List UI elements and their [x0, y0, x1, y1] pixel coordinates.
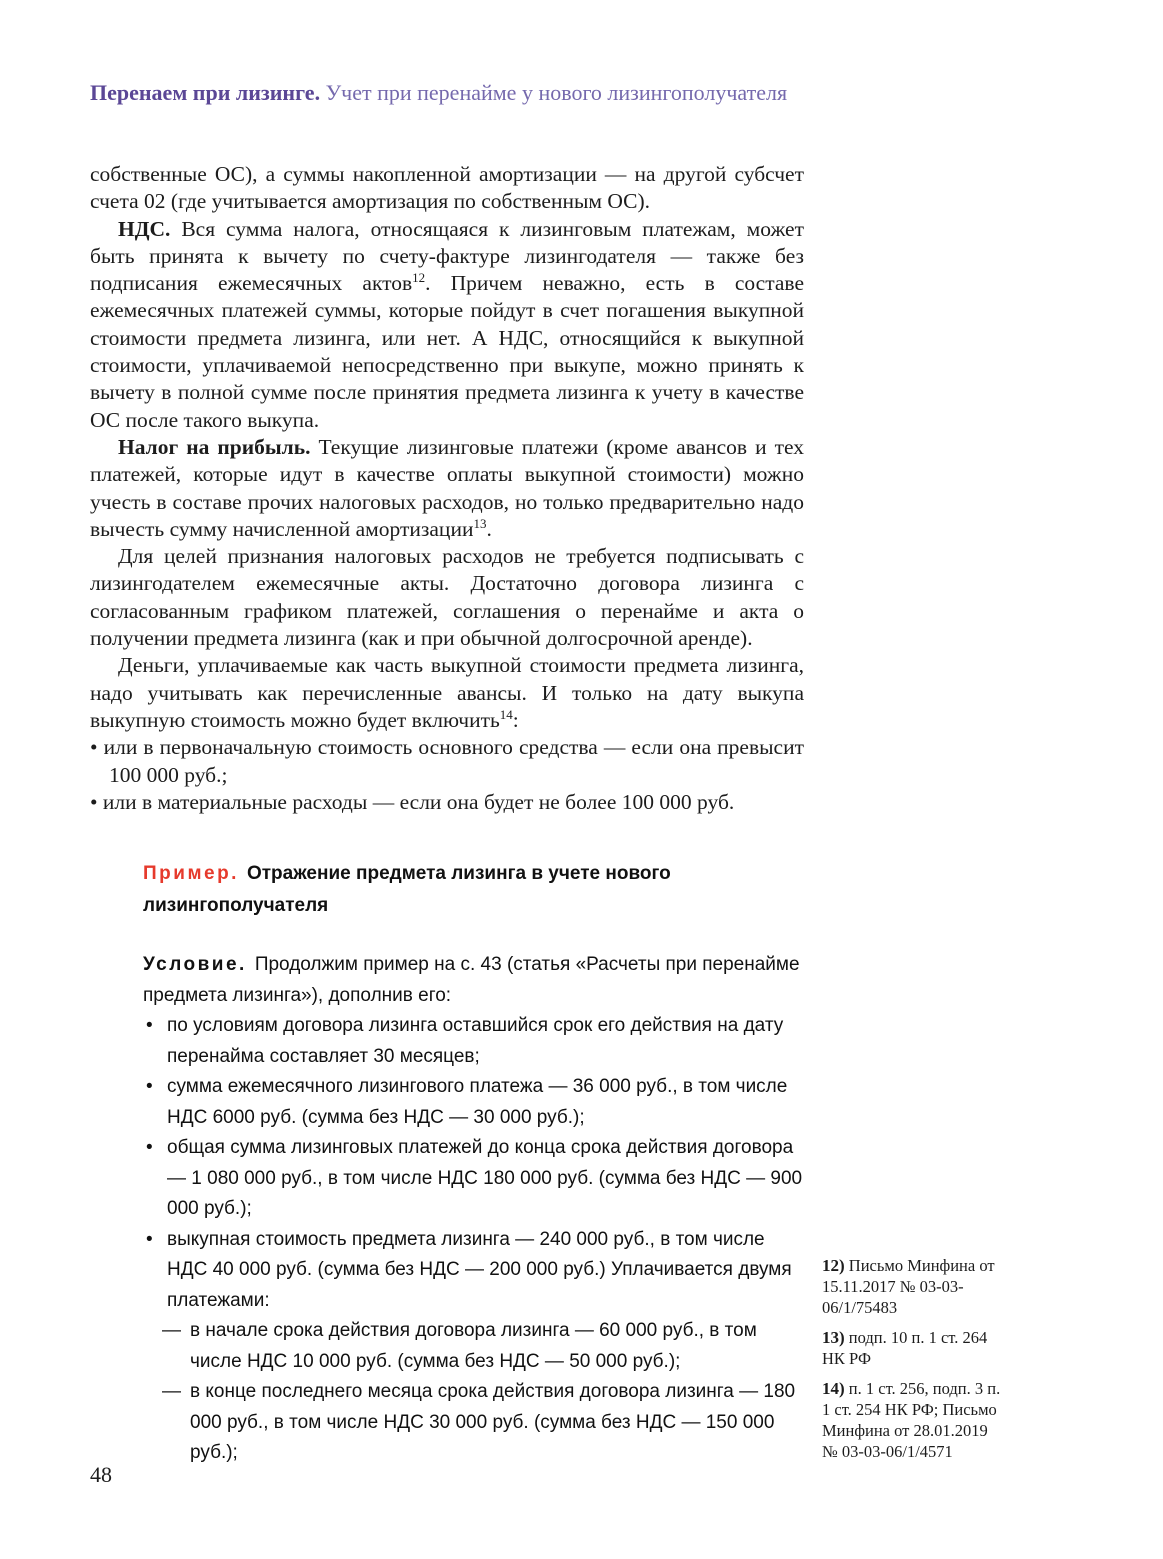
dash-marker: —	[162, 1320, 181, 1341]
footnote-reference: 12	[412, 270, 426, 286]
condition-label: Условие.	[143, 954, 247, 975]
example-bullet-item: • выкупная стоимость предмета лизинга — 240 000 руб., в том числе НДС 40 000 руб. (сумма без НДС — 200 000 руб.) Уплачивается двумя платежами:	[143, 1225, 807, 1317]
bullet-marker: •	[146, 1015, 153, 1036]
footnote-number: 12)	[822, 1256, 845, 1275]
footnote-number: 14)	[822, 1379, 845, 1398]
example-block	[143, 858, 807, 1469]
paragraph-lead-in: НДС.	[118, 216, 171, 241]
body-paragraph: НДС. Вся сумма налога, относящаяся к лизинговым платежам, может быть принята к вычету по счету-фактуре лизингодателя — также без подписания ежемесячных актов$^{12}$. Причем неважно, есть в составе ежемесячных платежей суммы, которые пойдут в счет погашения выкупной стоимости предмета лизинга, или нет. А НДС, относящийся к выкупной стоимости, уплачиваемой непосредственно при выкупе, можно принять к вычету в полной сумме после принятия предмета лизинга к учету в качестве ОС после такого выкупа.	[90, 216, 804, 432]
body-paragraph: Деньги, уплачиваемые как часть выкупной стоимости предмета лизинга, надо учитывать как перечисленные авансы. И только на дату выкупа выкупную стоимость можно будет включить$^{14}$:	[90, 653, 804, 732]
example-bullet-item: • общая сумма лизинговых платежей до конца срока действия договора — 1 080 000 руб., в том числе НДС 180 000 руб. (сумма без НДС — 900 000 руб.);	[143, 1133, 807, 1225]
footnote-number: 13)	[822, 1328, 845, 1347]
footnote: 14) п. 1 ст. 256, подп. 3 п. 1 ст. 254 НК РФ; Письмо Минфина от 28.01.2019 № 03-03-06/1/4571	[822, 1379, 1001, 1461]
example-title: Отражение предмета лизинга в учете нового лизингополучателя	[143, 863, 671, 916]
condition-text: Продолжим пример на с. 43 (статья «Расчеты при перенайме предмета лизинга»), дополнив его:	[143, 954, 800, 1006]
running-header-topic: Перенаем при лизинге.	[90, 80, 321, 105]
page-number: 48	[90, 1462, 112, 1487]
example-heading	[143, 858, 807, 922]
example-condition	[143, 950, 807, 1011]
example-label: Пример.	[143, 863, 239, 884]
dash-marker: —	[162, 1381, 181, 1402]
example-bullet-list	[143, 1011, 807, 1469]
bullet-marker: •	[146, 1137, 153, 1158]
bullet-marker: •	[146, 1076, 153, 1097]
body-bullet-item: • или в первоначальную стоимость основного средства — если она превысит 100 000 руб.;	[90, 735, 805, 787]
example-sub-item: — в конце последнего месяца срока действия договора лизинга — 180 000 руб., в том числе НДС 30 000 руб. (сумма без НДС — 150 000 руб.);	[162, 1377, 807, 1469]
footnote: 12) Письмо Минфина от 15.11.2017 № 03-03-06/1/75483	[822, 1256, 995, 1317]
example-sub-item: — в начале срока действия договора лизинга — 60 000 руб., в том числе НДС 10 000 руб. (сумма без НДС — 50 000 руб.);	[162, 1316, 807, 1377]
example-bullet-item: • сумма ежемесячного лизингового платежа — 36 000 руб., в том числе НДС 6000 руб. (сумма без НДС — 30 000 руб.);	[143, 1072, 807, 1133]
body-paragraph: Налог на прибыль. Текущие лизинговые платежи (кроме авансов и тех платежей, которые идут в качестве оплаты выкупной стоимости) можно учесть в составе прочих налоговых расходов, но только предварительно надо вычесть сумму начисленной амортизации$^{13}$.	[90, 434, 805, 541]
body-paragraph: собственные ОС), а суммы накопленной амортизации — на другой субсчет счета 02 (где учитывается амортизация по собственным ОС).	[90, 162, 804, 214]
body-paragraph: Для целей признания налоговых расходов не требуется подписывать с лизингодателем ежемесячные акты. Достаточно договора лизинга с согласованным графиком платежей, соглашения о перенайме и акта о получении предмета лизинга (как и при обычной долгосрочной аренде).	[90, 544, 804, 651]
paragraph-lead-in: Налог на прибыль.	[118, 434, 311, 459]
footnotes-column	[822, 1255, 1002, 1471]
body-bullet-item: • или в материальные расходы — если она будет не более 100 000 руб.	[90, 789, 735, 814]
running-header-subtitle: Учет при перенайме у нового лизингополучателя	[320, 80, 788, 105]
bullet-marker: •	[146, 1228, 153, 1250]
article-body	[90, 161, 804, 816]
footnote: 13) подп. 10 п. 1 ст. 264 НК РФ	[822, 1328, 988, 1368]
footnote-reference: 14	[499, 706, 513, 722]
example-bullet-item: • по условиям договора лизинга оставшийся срок его действия на дату перенайма составляет 30 месяцев;	[143, 1011, 807, 1072]
running-header	[90, 80, 787, 106]
footnote-reference: 13	[473, 515, 487, 531]
